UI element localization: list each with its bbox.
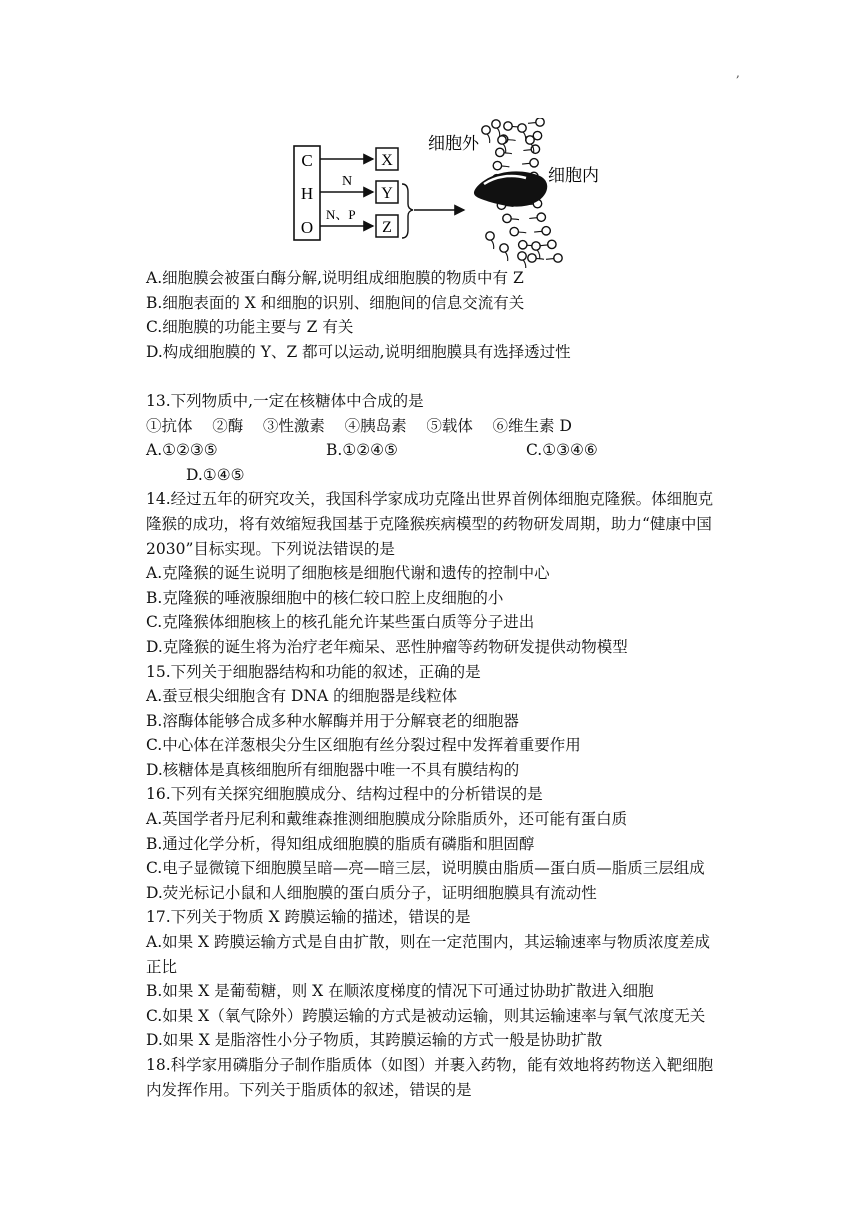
lipid-head (518, 252, 526, 260)
q18-stem: 18.科学家用磷脂分子制作脂质体（如图）并裹入药物，能有效地将药物送入靶细胞内发挥作用。下列关于脂质体的叙述，错误的是 (146, 1056, 714, 1099)
q12-option-a: A.细胞膜会被蛋白酶分解,说明组成细胞膜的物质中有 Z (146, 269, 524, 287)
lipid-head (504, 122, 512, 130)
letter-o: O (300, 218, 314, 237)
q14-option-b: B.克隆猴的唾液腺细胞中的核仁较口腔上皮细胞的小 (146, 588, 504, 607)
lipid-head (554, 254, 562, 262)
letter-c: C (301, 151, 313, 170)
q12-option-b: B.细胞表面的 X 和细胞的识别、细胞间的信息交流有关 (146, 293, 525, 312)
lipid-head (548, 240, 556, 248)
lipid-head (536, 118, 544, 126)
membrane-diagram (290, 118, 630, 268)
q12-option-c: C.细胞膜的功能主要与 Z 有关 (146, 318, 354, 337)
q13-option-b: B.①②④⑤ (326, 441, 398, 460)
lipid-head (542, 227, 550, 235)
lipid-head (498, 136, 506, 144)
lipid-tail (508, 140, 516, 141)
membrane-diagram-svg (290, 118, 630, 268)
q14-stem: 14.经过五年的研究攻关，我国科学家成功克隆出世界首例体细胞克隆猴。体细胞克隆猴的成功，将有效缩短我国基于克隆猴疾病模型的药物研发周期，助力“健康中国 2030”目标实现。下列说法错误的是 (146, 490, 714, 558)
q13-option-d: D.①④⑤ (186, 465, 245, 484)
lipid-head (526, 136, 534, 144)
page-mark: , (736, 66, 740, 80)
lipid-head (492, 120, 500, 128)
lipid-head (519, 241, 527, 249)
lipid-head (530, 159, 538, 167)
lipid-tail (546, 258, 554, 259)
question-text (146, 266, 720, 1102)
q16-option-c: C.电子显微镜下细胞膜呈暗—亮—暗三层，说明膜由脂质—蛋白质—脂质三层组成 (146, 859, 705, 878)
q13-options (146, 438, 720, 463)
lipid-head (486, 232, 494, 240)
lipid-head (493, 161, 501, 169)
lipid-tail (540, 245, 548, 246)
lipid-tail (523, 150, 531, 151)
lipid-head (503, 214, 511, 222)
q13-option-a: A.①②③⑤ (146, 441, 218, 460)
lipid-tail (528, 122, 536, 123)
lipid-head (528, 254, 536, 262)
q16-option-a: A.英国学者丹尼利和戴维森推测细胞膜成分除脂质外，还可能有蛋白质 (146, 810, 628, 829)
label-n-p: N、P (326, 207, 356, 222)
q14-option-a: A.克隆猴的诞生说明了细胞核是细胞代谢和遗传的控制中心 (146, 564, 550, 583)
q15-option-a: A.蚕豆根尖细胞含有 DNA 的细胞器是线粒体 (146, 687, 458, 706)
label-inside: 细胞内 (548, 166, 599, 186)
q15-option-c: C.中心体在洋葱根尖分生区细胞有丝分裂过程中发挥着重要作用 (146, 736, 581, 755)
q17-option-a: A.如果 X 跨膜运输方式是自由扩散，则在一定范围内，其运输速率与物质浓度差成正比 (146, 933, 711, 976)
lipid-head (496, 148, 504, 156)
q14-option-c: C.克隆猴体细胞核上的核孔能允许某些蛋白质等分子进出 (146, 613, 535, 632)
q17-option-d: D.如果 X 是脂溶性小分子物质，其跨膜运输的方式一般是协助扩散 (146, 1031, 603, 1050)
letter-h: H (300, 184, 314, 203)
lipid-tail (534, 231, 542, 232)
q16-option-b: B.通过化学分析，得知组成细胞膜的脂质有磷脂和胆固醇 (146, 834, 535, 853)
lipid-head (510, 227, 518, 235)
lipid-tail (497, 128, 500, 137)
lipid-head (532, 242, 540, 250)
q15-option-b: B.溶酶体能够合成多种水解酶并用于分解衰老的细胞器 (146, 711, 519, 730)
lipid-tail (487, 134, 490, 143)
q15-stem: 15.下列关于细胞器结构和功能的叙述，正确的是 (146, 662, 481, 681)
lipid-tail (529, 218, 537, 219)
q17-option-c: C.如果 X（氧气除外）跨膜运输的方式是被动运输，则其运输速率与氧气浓度无关 (146, 1006, 706, 1025)
lipid-tail (518, 232, 526, 233)
lipid-tail (537, 250, 540, 259)
spacer (146, 364, 720, 389)
lipid-tail (501, 166, 509, 167)
letter-y: Y (381, 185, 393, 202)
q14-option-d: D.克隆猴的诞生将为治疗老年痴呆、恶性肿瘤等药物研发提供动物模型 (146, 637, 628, 656)
lipid-tail (511, 219, 519, 220)
brace (402, 184, 413, 238)
lipid-tail (505, 252, 508, 261)
label-outside: 细胞外 (428, 134, 479, 154)
lipid-head (482, 126, 490, 134)
q16-option-d: D.荧光标记小鼠和人细胞膜的蛋白质分子，证明细胞膜具有流动性 (146, 883, 597, 902)
lipid-head (537, 213, 545, 221)
q17-option-b: B.如果 X 是葡萄糖，则 X 在顺浓度梯度的情况下可通过协助扩散进入细胞 (146, 982, 654, 1001)
q13-stem: 13.下列物质中,一定在核糖体中合成的是 (146, 391, 424, 410)
q13-items: ①抗体 ②酶 ③性激素 ④胰岛素 ⑤载体 ⑥维生素 D (146, 416, 572, 435)
lipid-tail (504, 153, 512, 154)
q17-stem: 17.下列关于物质 X 跨膜运输的描述，错误的是 (146, 908, 471, 927)
letter-z: Z (382, 219, 392, 236)
lipid-tail (522, 163, 530, 164)
q13-option-c: C.①③④⑥ (526, 441, 598, 460)
lipid-head (500, 244, 508, 252)
lipid-tail (491, 240, 494, 249)
label-n: N (342, 174, 353, 189)
letter-x: X (381, 152, 393, 169)
q16-stem: 16.下列有关探究细胞膜成分、结构过程中的分析错误的是 (146, 785, 543, 804)
lipid-head (518, 124, 526, 132)
q12-option-d: D.构成细胞膜的 Y、Z 都可以运动,说明细胞膜具有选择透过性 (146, 342, 571, 361)
q15-option-d: D.核糖体是真核细胞所有细胞器中唯一不具有膜结构的 (146, 760, 520, 779)
